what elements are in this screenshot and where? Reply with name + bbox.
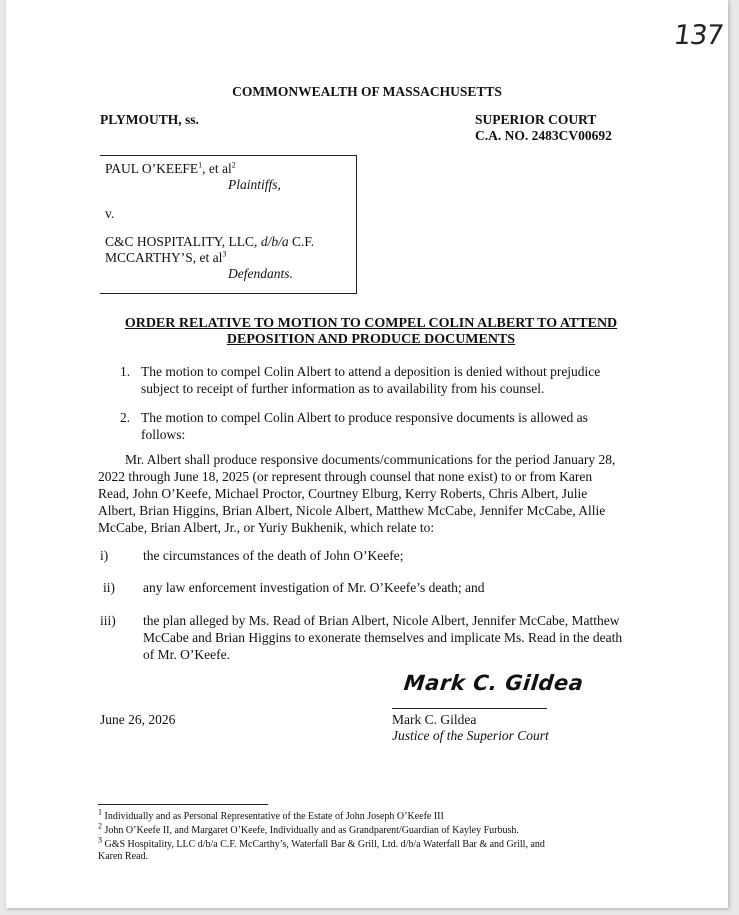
order-title-line-2: DEPOSITION AND PRODUCE DOCUMENTS xyxy=(226,332,516,347)
subitem-number: i) xyxy=(100,548,109,563)
dba-text: d/b/a xyxy=(260,234,289,249)
footnote-1 xyxy=(98,807,638,823)
subitem-line: of Mr. O’Keefe. xyxy=(143,647,230,662)
defendants-label: Defendants. xyxy=(228,266,293,281)
defendant-name-cont: C.F. xyxy=(288,234,315,249)
subitem-number: ii) xyxy=(103,580,115,595)
subitem-line: the plan alleged by Ms. Read of Brian Albert, Nicole Albert, Jennifer McCabe, Matthew xyxy=(143,613,620,628)
defendant-name-line2: MCCARTHY’S, et al xyxy=(105,250,223,265)
footnote-mark: 2 xyxy=(98,821,102,831)
order-item-line: The motion to compel Colin Albert to attend a deposition is denied without prejudice xyxy=(141,364,601,379)
paragraph-line-text: Mr. Albert shall produce responsive documents/communications for the period January 28, xyxy=(125,452,616,467)
order-item-line: follows: xyxy=(141,427,186,442)
paragraph-line: 2022 through June 18, 2025 (or represent through counsel that none exist) to or from Karen xyxy=(98,469,593,484)
signature-line xyxy=(392,708,547,709)
commonwealth-heading: COMMONWEALTH OF MASSACHUSETTS xyxy=(232,84,502,99)
order-item-number: 2. xyxy=(120,410,131,425)
paragraph-line xyxy=(98,451,633,468)
county-label: PLYMOUTH, ss. xyxy=(100,112,199,127)
order-item-number: 1. xyxy=(120,364,131,379)
footnote-ref-3: 3 xyxy=(222,249,227,259)
paragraph-line: McCabe, Brian Albert, Jr., or Yuriy Bukhenik, which relate to: xyxy=(98,520,435,535)
defendant-line-1 xyxy=(105,233,314,250)
subitem-line: McCabe and Brian Higgins to exonerate themselves and implicate Ms. Read in the death xyxy=(143,630,623,645)
footnote-3 xyxy=(98,835,638,863)
versus-label: v. xyxy=(105,206,115,221)
order-item-text xyxy=(141,363,600,397)
defendant-name: C&C HOSPITALITY, LLC, xyxy=(105,234,261,249)
footnote-text: Individually and as Personal Representative of the Estate of John Joseph O’Keefe III xyxy=(104,811,444,822)
footnote-ref-1: 1 xyxy=(198,160,203,170)
order-date: June 26, 2026 xyxy=(100,712,176,727)
order-title xyxy=(106,316,636,348)
footnote-divider xyxy=(98,804,268,805)
production-paragraph xyxy=(98,451,633,536)
subitem-text: any law enforcement investigation of Mr. O’Keefe’s death; and xyxy=(143,580,485,595)
subitem-text: the circumstances of the death of John O’Keefe; xyxy=(143,548,404,563)
defendant-line-2 xyxy=(105,249,226,266)
footnote-line: Karen Read. xyxy=(98,851,148,862)
footnote-mark: 3 xyxy=(98,835,102,845)
subitem-number: iii) xyxy=(100,613,116,628)
plaintiff-name xyxy=(105,160,236,177)
plaintiff-etal: , et al xyxy=(202,161,232,176)
judge-signature: Mark C. Gildea xyxy=(402,671,585,695)
judge-name: Mark C. Gildea xyxy=(392,712,477,727)
order-item-line: The motion to compel Colin Albert to produce responsive documents is allowed as xyxy=(141,410,588,425)
order-item-text xyxy=(141,409,588,443)
footnote-line xyxy=(98,835,638,851)
plaintiffs-label: Plaintiffs, xyxy=(228,177,281,192)
footnote-text: G&S Hospitality, LLC d/b/a C.F. McCarthy’s, Waterfall Bar & Grill, Ltd. d/b/a Waterfall Bar & and Grill, and xyxy=(104,839,545,850)
court-name: SUPERIOR COURT xyxy=(475,112,597,127)
plaintiff-name-text: PAUL O’KEEFE xyxy=(105,161,199,176)
subitem-text xyxy=(143,612,638,663)
case-number: C.A. NO. 2483CV00692 xyxy=(475,128,612,143)
document-page xyxy=(6,0,728,908)
handwritten-page-number: 137 xyxy=(671,20,725,51)
paragraph-line: Read, John O’Keefe, Michael Proctor, Courtney Elburg, Kerry Roberts, Chris Albert, Julie xyxy=(98,486,588,501)
order-title-line-1: ORDER RELATIVE TO MOTION TO COMPEL COLIN ALBERT TO ATTEND xyxy=(124,316,618,331)
judge-title: Justice of the Superior Court xyxy=(392,728,549,743)
order-item-line: subject to receipt of further information as to availability from his counsel. xyxy=(141,381,545,396)
footnote-ref-2: 2 xyxy=(231,160,236,170)
footnote-mark: 1 xyxy=(98,807,102,817)
footnote-2 xyxy=(98,821,638,837)
footnote-text: John O’Keefe II, and Margaret O’Keefe, Individually and as Grandparent/Guardian of Kayley Furbush. xyxy=(104,825,519,836)
paragraph-line: Albert, Brian Higgins, Brian Albert, Nicole Albert, Matthew McCabe, Jennifer McCabe, Allie xyxy=(98,503,606,518)
